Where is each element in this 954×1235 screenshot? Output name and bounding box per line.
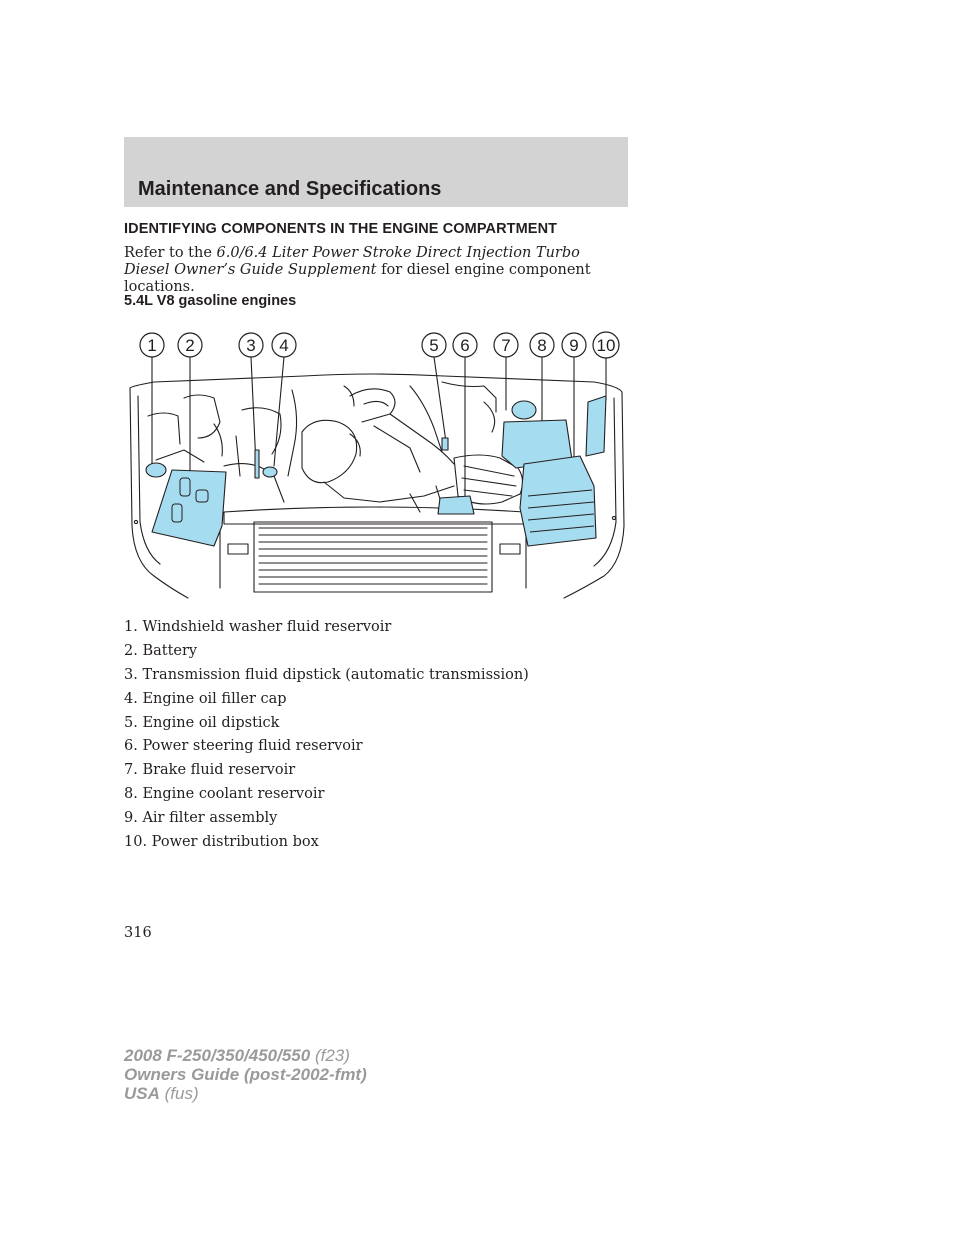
air-filter-assembly-shape [520,456,596,546]
callout-5: 5 [429,336,439,355]
callout-8: 8 [537,336,547,355]
callout-10: 10 [596,336,616,355]
legend-item: 6. Power steering fluid reservoir [124,738,363,755]
callout-2: 2 [185,336,195,355]
legend-item: 5. Engine oil dipstick [124,714,280,731]
legend-item: 4. Engine oil filler cap [124,690,287,707]
callout-9: 9 [569,336,579,355]
oil-filler-cap-shape [263,467,277,477]
component-legend [124,619,529,858]
legend-item: 9. Air filter assembly [124,810,278,827]
legend-item: 8. Engine coolant reservoir [124,786,325,803]
trans-dipstick-shape [255,450,259,478]
diesel-supplement-reference: 6.0/6.4 Liter Power Stroke Direct Injection Turbo Diesel Owner’s Guide Supplement [124,245,580,278]
footer-market-code: (fus) [159,1084,199,1103]
footer-line-3 [124,1084,367,1103]
callout-1: 1 [147,336,157,355]
legend-item: 2. Battery [124,642,198,659]
oil-dipstick-shape [442,438,448,450]
battery-shape [152,470,226,546]
footer-line-1 [124,1046,367,1065]
legend-item: 1. Windshield washer fluid reservoir [124,619,392,635]
engine-subheading: 5.4L V8 gasoline engines [124,293,297,309]
callout-4: 4 [279,336,289,355]
page-number: 316 [124,925,152,941]
washer-reservoir-marker [146,463,166,477]
engine-compartment-diagram [124,326,628,602]
intro-suffix: for diesel engine component locations. [124,262,591,295]
chapter-title: Maintenance and Specifications [138,178,442,200]
section-heading: IDENTIFYING COMPONENTS IN THE ENGINE COMPARTMENT [124,221,558,237]
power-distribution-box-shape [586,396,606,456]
callout-3: 3 [246,336,256,355]
brake-reservoir-shape [512,401,536,419]
power-steering-reservoir-shape [438,496,474,514]
intro-prefix: Refer to the [124,245,217,261]
document-footer [124,1046,367,1103]
callout-6: 6 [460,336,470,355]
callout-7: 7 [501,336,511,355]
footer-model: 2008 F-250/350/450/550 [124,1046,311,1065]
legend-item: 3. Transmission fluid dipstick (automatic transmission) [124,666,529,683]
intro-paragraph [124,245,628,296]
footer-model-code: (f23) [310,1046,350,1065]
chapter-header-band [124,137,628,207]
legend-item: 7. Brake fluid reservoir [124,762,296,779]
legend-item: 10. Power distribution box [124,834,319,851]
footer-line-2: Owners Guide (post-2002-fmt) [124,1065,367,1084]
footer-market: USA [124,1084,160,1103]
